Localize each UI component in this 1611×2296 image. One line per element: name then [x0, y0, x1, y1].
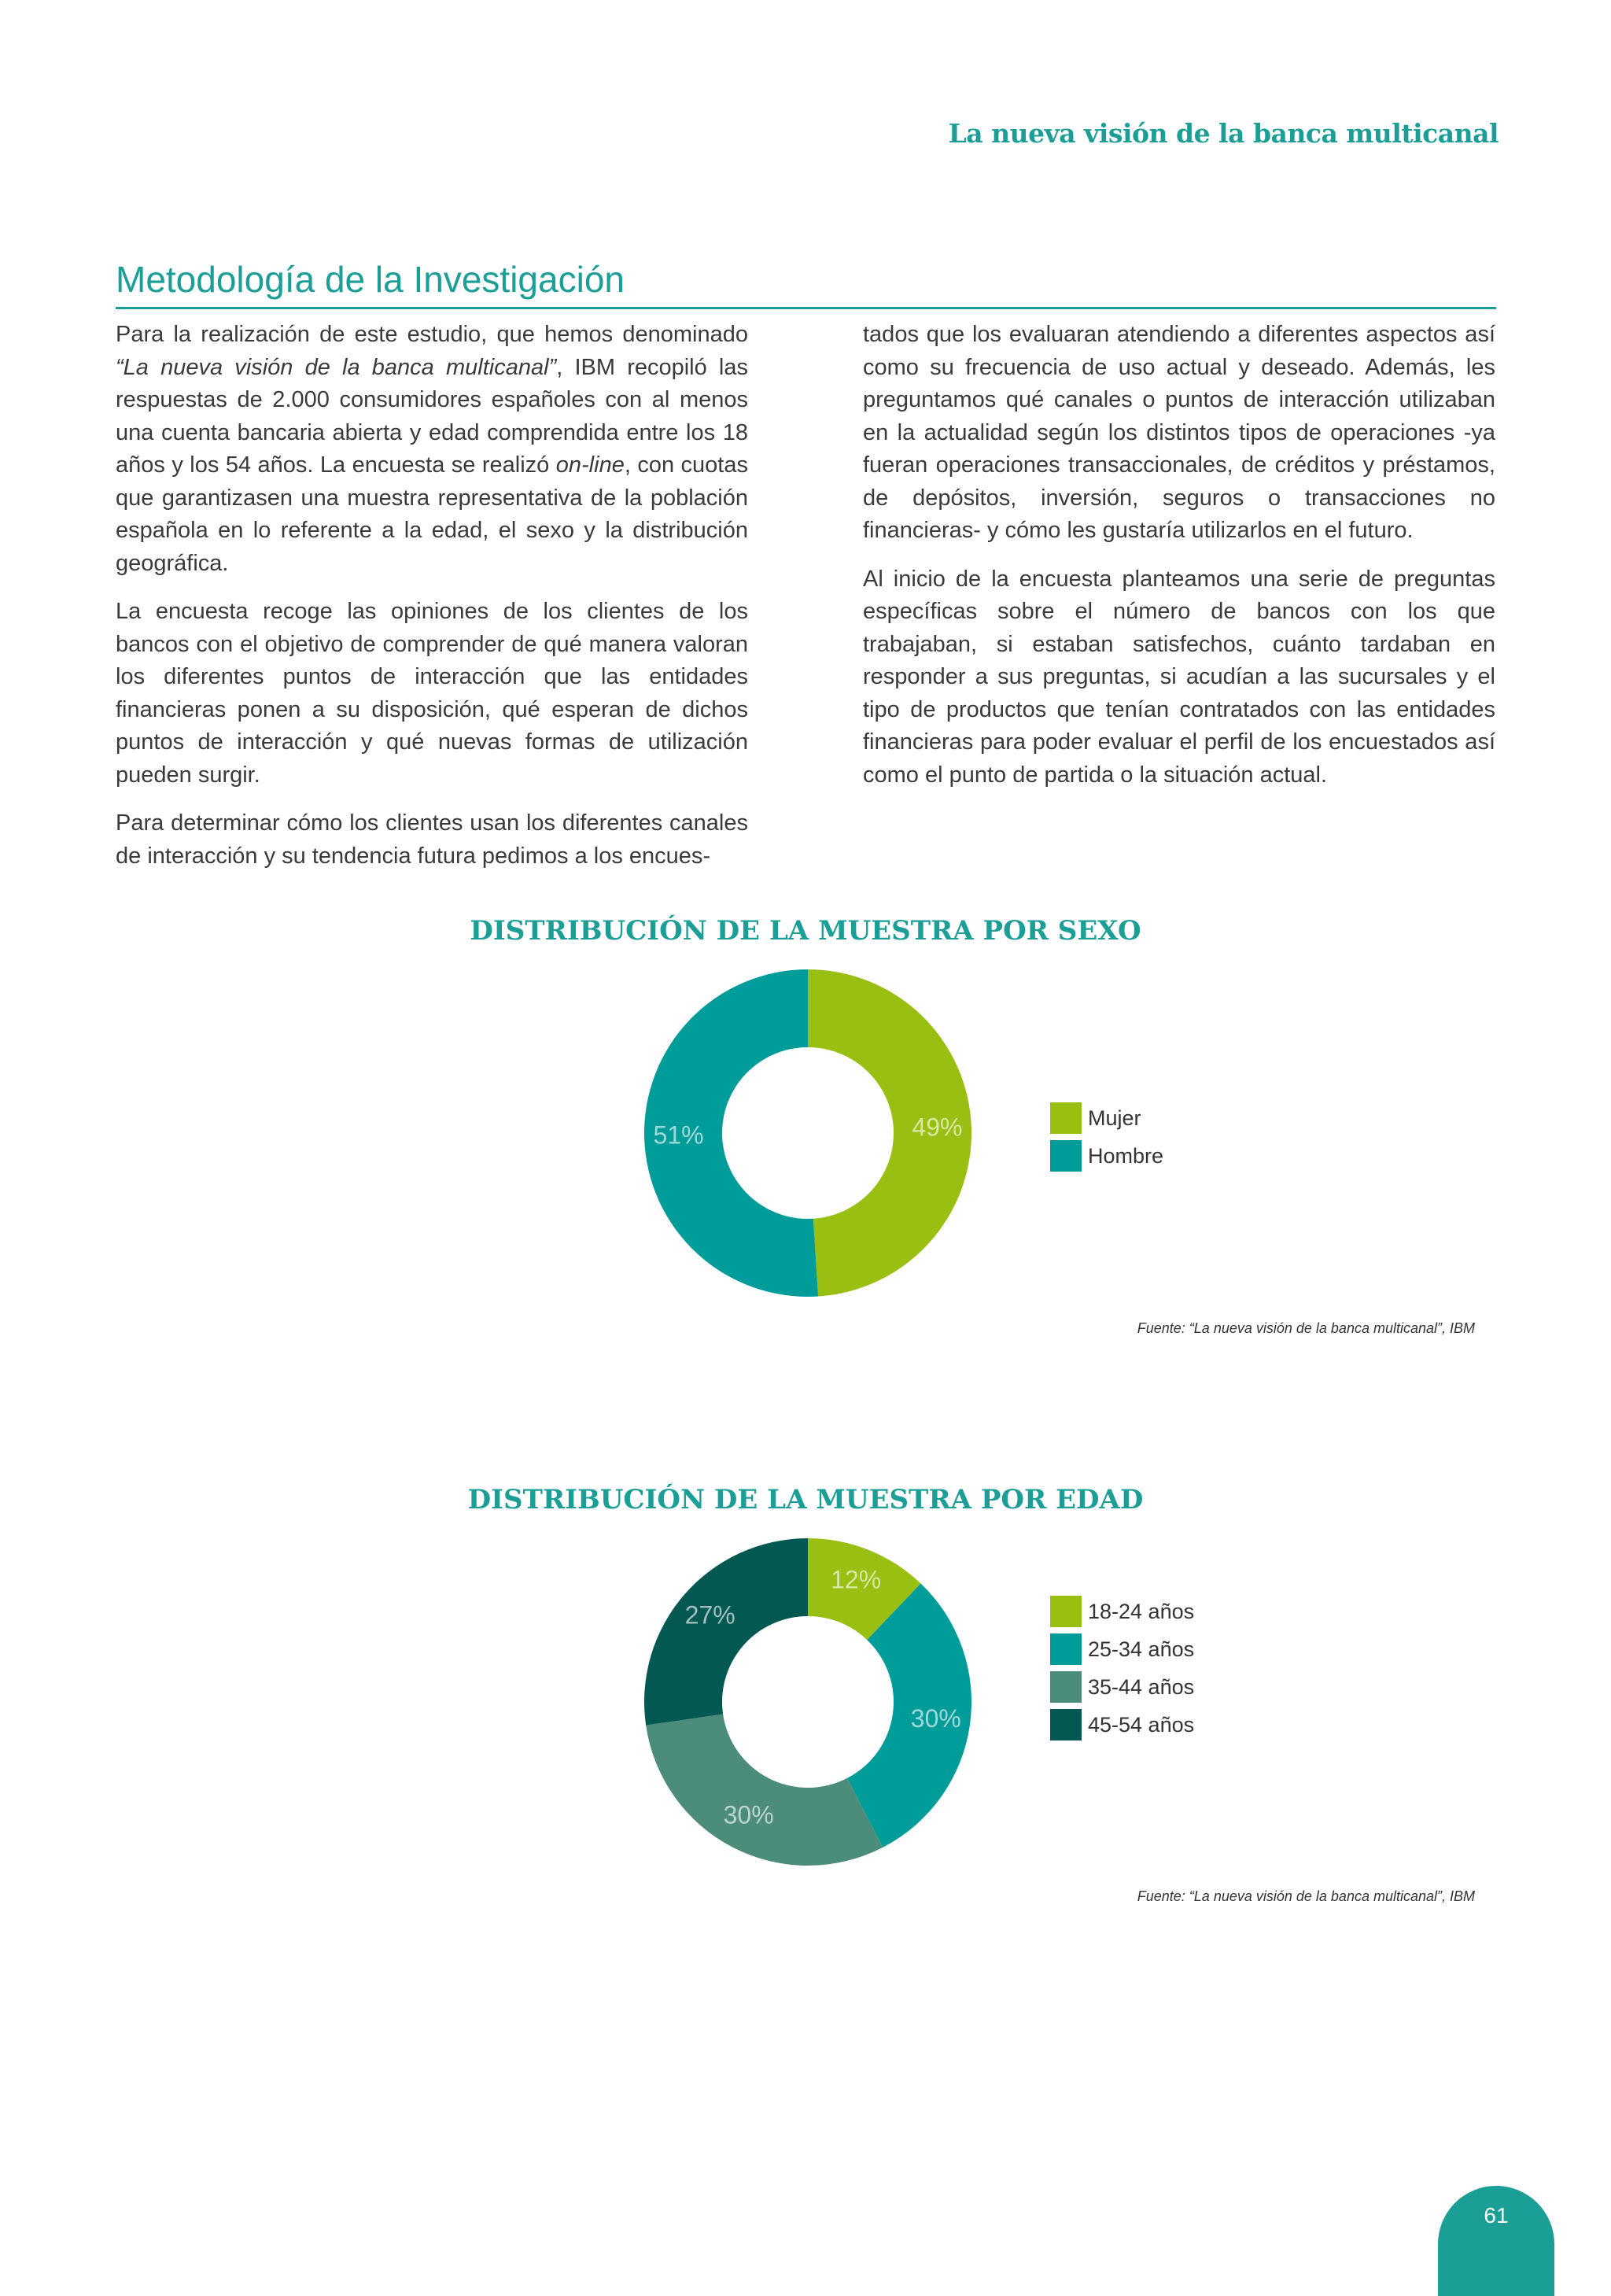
text-run: Para determinar cómo los clientes usan los diferentes canales de interacción y su tendencia futura pedimos a los encues- [116, 810, 748, 869]
running-header: La nueva visión de la banca multicanal [948, 118, 1499, 149]
page-tab [1438, 2186, 1554, 2296]
legend-label: 35-44 años [1088, 1674, 1195, 1699]
donut-slice [646, 1715, 883, 1866]
slice-percent-label: 30% [910, 1704, 961, 1733]
slice-percent-label: 51% [653, 1120, 704, 1150]
slice-percent-label: 12% [831, 1565, 882, 1594]
emphasis-text: “La nueva visión de la banca multicanal” [116, 354, 557, 380]
source-note: Fuente: “La nueva visión de la banca multicanal”, IBM [1137, 1320, 1475, 1336]
page-number: 61 [1484, 2203, 1509, 2228]
donut-slice [644, 1538, 808, 1726]
source-note: Fuente: “La nueva visión de la banca multicanal”, IBM [1137, 1888, 1475, 1904]
legend-label: 18-24 años [1088, 1599, 1195, 1623]
legend-label: Hombre [1088, 1143, 1164, 1168]
text-run: , con cuotas que garantizasen una muestra representativa de la población española en lo referente a la edad, el sexo y la distribución geográfica. [116, 452, 748, 576]
legend-label: Mujer [1088, 1106, 1141, 1130]
section-title: Metodología de la Investigación [116, 259, 625, 300]
slice-percent-label: 49% [912, 1113, 963, 1142]
text-run: La encuesta recoge las opiniones de los clientes de los bancos con el objetivo de comprender de qué manera valoran los diferentes puntos de interacción que las entidades financieras ponen a su disposición, qué esperan de dichos puntos de interacción y qué nuevas formas de utilización pueden surgir. [116, 599, 748, 788]
text-run: Al inicio de la encuesta planteamos una serie de preguntas específicas sobre el número de bancos con los que trabajaban, si estaban satisfechos, cuánto tardaban en responder a sus preguntas, si acudían a las sucursales y el tipo de productos que tenían contratados con las entidades financieras para poder evaluar el perfil de los encuestados así como el punto de partida o la situación actual. [863, 566, 1495, 788]
legend-label: 45-54 años [1088, 1712, 1195, 1737]
slice-percent-label: 30% [723, 1800, 774, 1829]
chart-title-edad: DISTRIBUCIÓN DE LA MUESTRA POR EDAD [467, 1484, 1144, 1515]
text-run: tados que los evaluaran atendiendo a diferentes aspectos así como su frecuencia de uso actual y deseado. Además, les preguntamos qué canales o puntos de interacción utilizaban en la actualidad según los distintos tipos de operaciones -ya fueran operaciones transaccionales, de créditos y préstamos, de depósitos, inversión, seguros o transacciones no financieras- y cómo les gustaría utilizarlos en el futuro. [863, 322, 1495, 543]
slice-percent-label: 27% [684, 1600, 735, 1630]
legend-label: 25-34 años [1088, 1637, 1195, 1661]
text-run: Para la realización de este estudio, que hemos denominado [116, 322, 748, 347]
emphasis-text: on-line [555, 452, 625, 478]
chart-title-sexo: DISTRIBUCIÓN DE LA MUESTRA POR SEXO [470, 915, 1141, 947]
text-run: , IBM recopiló las respuestas de 2.000 consumidores españoles con al menos una cuenta bancaria abierta y edad comprendida entre los 18 años y los 54 años. La encuesta se realizó [116, 354, 749, 478]
